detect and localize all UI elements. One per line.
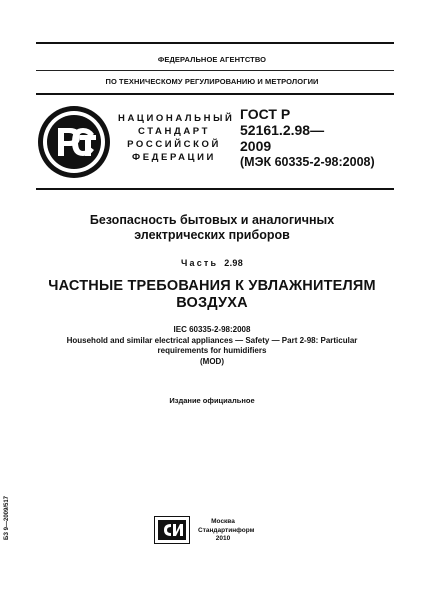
general-title xyxy=(0,213,424,243)
designation-line-1: ГОСТ Р xyxy=(240,106,291,122)
header-bottom-rule xyxy=(36,93,394,95)
iec-title-line-2: requirements for humidifiers xyxy=(157,346,267,355)
national-label-line-1: НАЦИОНАЛЬНЫЙ xyxy=(118,113,235,124)
iec-code: IEC 60335-2-98:2008 xyxy=(173,325,251,334)
designation-line-4: (МЭК 60335-2-98:2008) xyxy=(240,155,375,169)
top-rule xyxy=(36,42,394,44)
part-value: 2.98 xyxy=(224,258,243,268)
publisher-logo xyxy=(154,516,190,544)
part-number xyxy=(0,258,424,268)
header-divider xyxy=(36,70,394,71)
specific-title-line-2: ВОЗДУХА xyxy=(176,295,248,311)
standard-designation xyxy=(240,106,375,170)
iec-title-line-1: Household and similar electrical appliances — Safety — Part 2-98: Particular xyxy=(66,335,358,345)
designation-line-2: 52161.2.98— xyxy=(240,122,325,138)
side-code-text: БЗ 9—2009/517 xyxy=(4,495,10,540)
rst-logo xyxy=(36,104,112,180)
national-label-line-4: ФЕДЕРАЦИИ xyxy=(132,152,216,163)
national-standard-label xyxy=(118,112,235,164)
rst-logo-icon xyxy=(36,104,112,180)
general-title-line-2: электрических приборов xyxy=(134,228,290,242)
general-title-line-1: Безопасность бытовых и аналогичных xyxy=(89,213,335,227)
iec-mod: (MOD) xyxy=(200,356,224,366)
agency-line-2: ПО ТЕХНИЧЕСКОМУ РЕГУЛИРОВАНИЮ И МЕТРОЛОГИИ xyxy=(105,77,319,86)
part-label: Часть xyxy=(181,258,219,268)
national-label-line-2: СТАНДАРТ xyxy=(138,126,210,137)
agency-line-1: ФЕДЕРАЛЬНОЕ АГЕНТСТВО xyxy=(157,55,267,64)
specific-title-line-1: ЧАСТНЫЕ ТРЕБОВАНИЯ К УВЛАЖНИТЕЛЯМ xyxy=(48,278,376,294)
iec-reference xyxy=(0,325,424,367)
publisher-city: Москва xyxy=(211,518,235,525)
edition-label: Издание официальное xyxy=(169,396,255,405)
logo-bottom-rule xyxy=(36,188,394,190)
publisher-name: Стандартинформ xyxy=(198,526,255,534)
designation-line-3: 2009 xyxy=(240,138,272,154)
publisher-logo-icon xyxy=(154,516,190,544)
publisher-year: 2010 xyxy=(215,535,231,542)
national-label-line-3: РОССИЙСКОЙ xyxy=(127,139,221,150)
side-code xyxy=(4,480,10,540)
specific-title xyxy=(0,278,424,312)
publisher-block xyxy=(198,518,255,544)
